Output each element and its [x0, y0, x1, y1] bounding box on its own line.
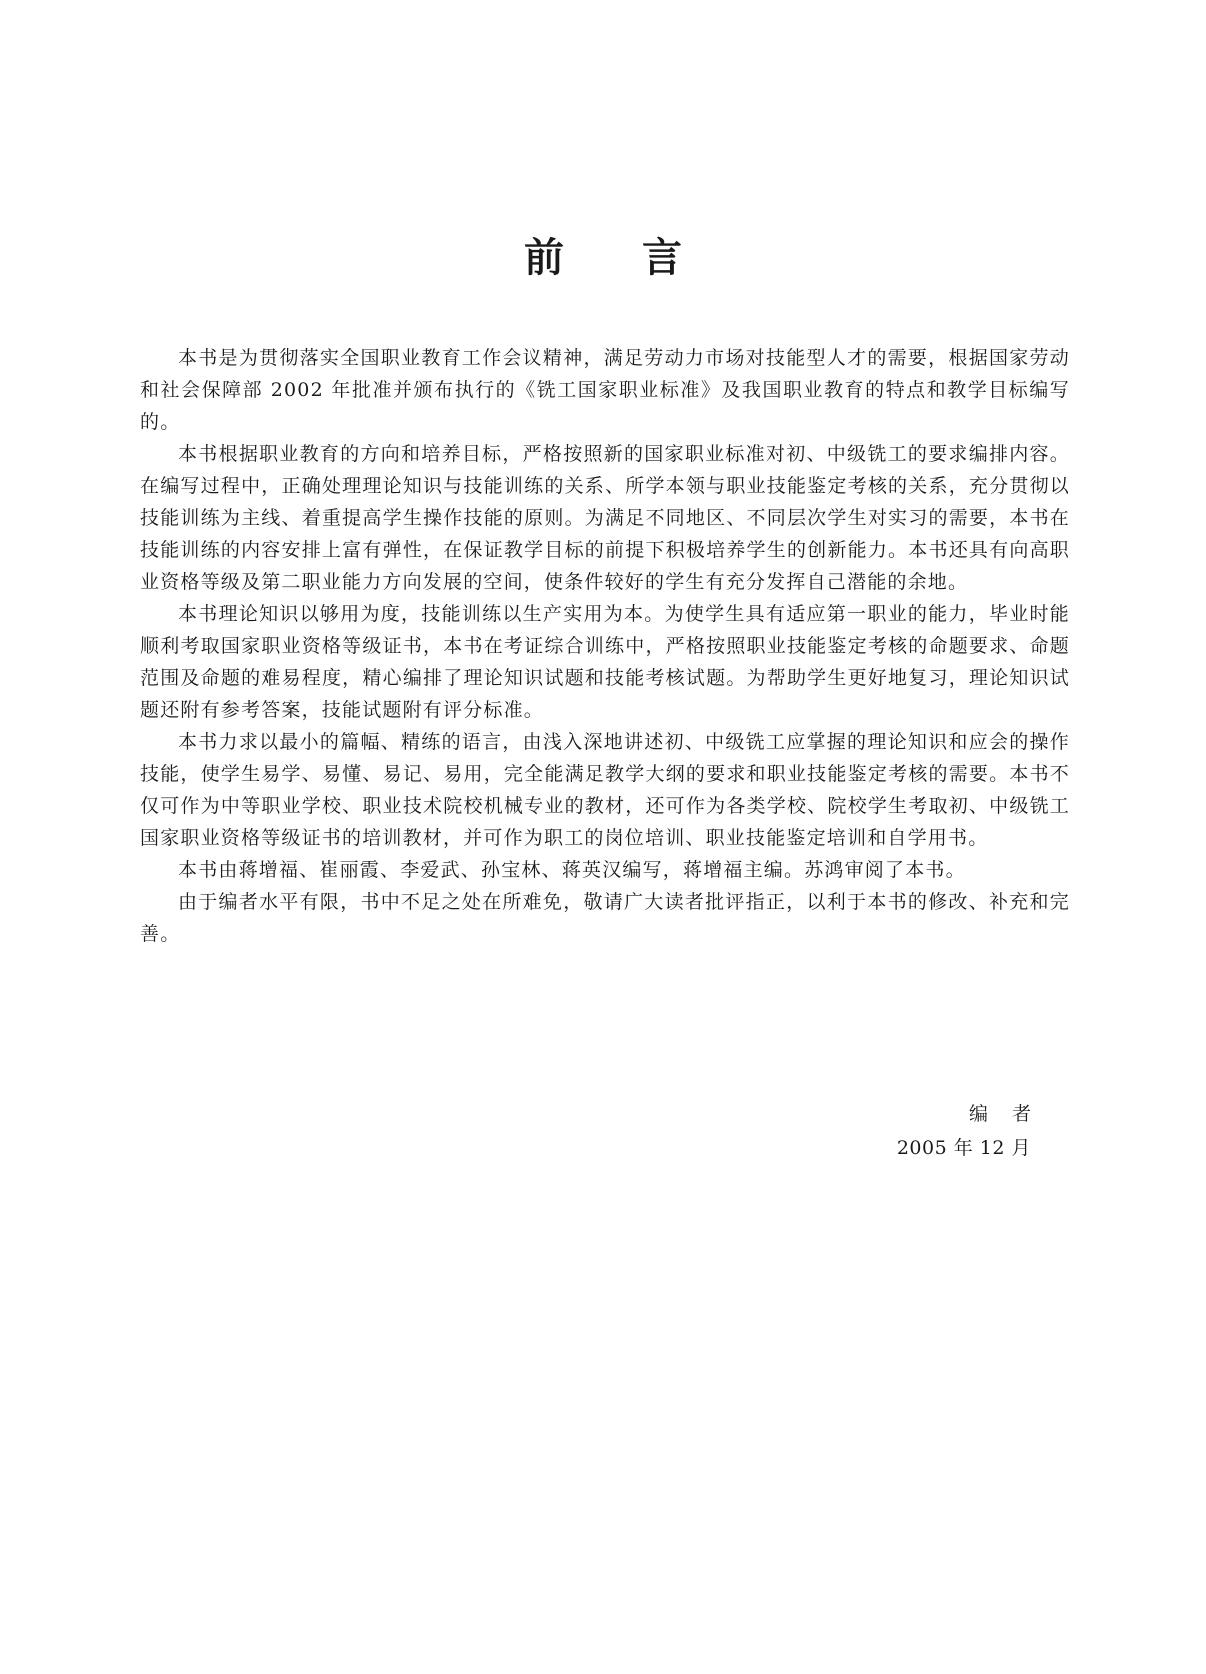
paragraph-purpose: 本书是为贯彻落实全国职业教育工作会议精神，满足劳动力市场对技能型人才的需要，根据国家劳动和社会保障部 2002 年批准并颁布执行的《铣工国家职业标准》及我国职业教育的特点和教学目标编写的。 — [140, 347, 1070, 433]
paragraph-authors: 本书由蒋增福、崔丽霞、李爱武、孙宝林、蒋英汉编写，蒋增福主编。苏鸿审阅了本书。 — [178, 859, 966, 881]
preface-body — [140, 342, 1070, 950]
page-title: 前言 — [524, 235, 760, 281]
paragraph-content-arrangement: 本书根据职业教育的方向和培养目标，严格按照新的国家职业标准对初、中级铣工的要求编排内容。在编写过程中，正确处理理论知识与技能训练的关系、所学本领与职业技能鉴定考核的关系，充分贯彻以技能训练为主线、着重提高学生操作技能的原则。为满足不同地区、不同层次学生对实习的需要，本书在技能训练的内容安排上富有弹性，在保证教学目标的前提下积极培养学生的创新能力。本书还具有向高职业资格等级及第二职业能力方向发展的空间，使条件较好的学生有充分发挥自己潜能的余地。 — [140, 443, 1070, 593]
paragraph-theory-and-skills: 本书理论知识以够用为度，技能训练以生产实用为本。为使学生具有适应第一职业的能力，毕业时能顺利考取国家职业资格等级证书，本书在考证综合训练中，严格按照职业技能鉴定考核的命题要求、命题范围及命题的难易程度，精心编排了理论知识试题和技能考核试题。为帮助学生更好地复习，理论知识试题还附有参考答案，技能试题附有评分标准。 — [140, 603, 1070, 721]
signature-block — [896, 1097, 1055, 1165]
paragraph-closing-note: 由于编者水平有限，书中不足之处在所难免，敬请广大读者批评指正，以利于本书的修改、补充和完善。 — [140, 891, 1070, 945]
signature-author: 编者 — [968, 1103, 1055, 1125]
signature-date: 2005 年 12 月 — [896, 1137, 1031, 1159]
paragraph-scope-and-audience: 本书力求以最小的篇幅、精练的语言，由浅入深地讲述初、中级铣工应掌握的理论知识和应会的操作技能，使学生易学、易懂、易记、易用，完全能满足教学大纲的要求和职业技能鉴定考核的需要。本书不仅可作为中等职业学校、职业技术院校机械专业的教材，还可作为各类学校、院校学生考取初、中级铣工国家职业资格等级证书的培训教材，并可作为职工的岗位培训、职业技能鉴定培训和自学用书。 — [140, 731, 1070, 849]
